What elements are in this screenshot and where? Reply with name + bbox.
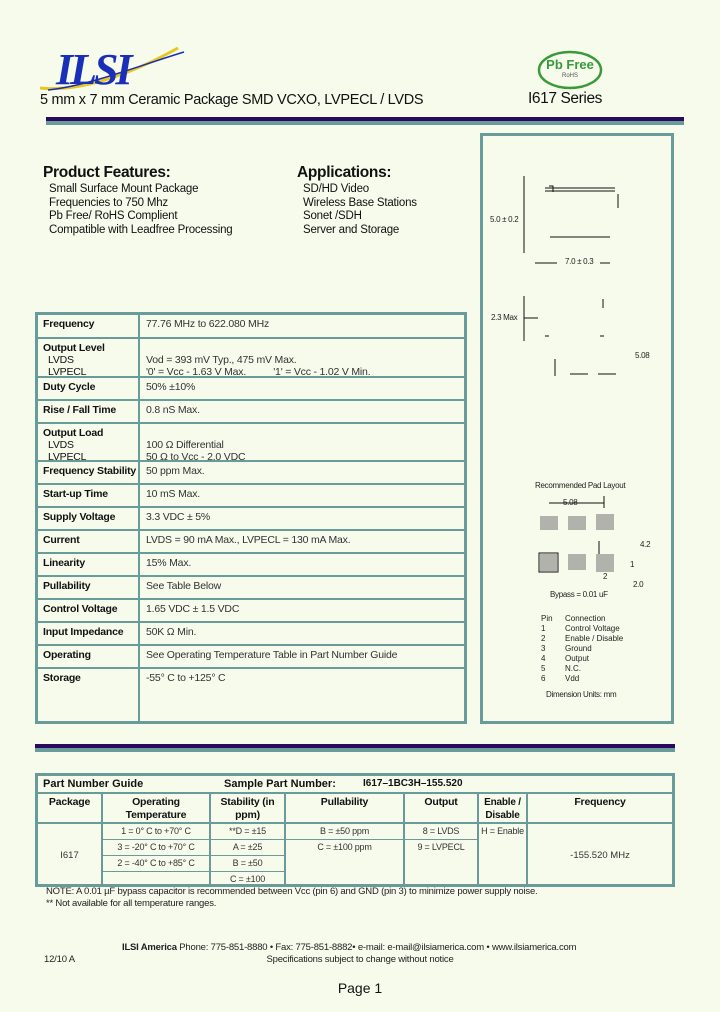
section-divider	[35, 744, 675, 752]
dimension-units: Dimension Units: mm	[546, 690, 617, 699]
spec-row-startup-time: Start-up Time 10 mS Max.	[38, 485, 464, 508]
feature-item: Pb Free/ RoHS Complient	[49, 210, 178, 222]
rohs-label: RoHS	[561, 73, 578, 79]
column-package: Package I617	[38, 794, 103, 884]
pad-layout-title: Recommended Pad Layout	[535, 481, 626, 490]
pin-row: 2 Enable / Disable	[541, 634, 624, 643]
availability-note: ** Not available for all temperature ranges.	[46, 898, 217, 909]
pad-width-label: 2.0	[633, 580, 644, 589]
column-stability: Stability (in ppm) **D = ±15 A = ±25 B = ±50 C = ±100	[211, 794, 286, 884]
application-item: SD/HD Video	[303, 183, 369, 195]
product-subtitle: 5 mm x 7 mm Ceramic Package SMD VCXO, LVPECL / LVDS	[40, 92, 424, 108]
spec-row-current: Current LVDS = 90 mA Max., LVPECL = 130 mA Max.	[38, 531, 464, 554]
package-diagram-panel	[480, 133, 674, 724]
pad-number-right-label: 1	[630, 560, 635, 569]
svg-text:ILSI: ILSI	[56, 46, 130, 92]
dim-width-label: 7.0 ± 0.3	[565, 257, 594, 266]
spec-row-supply-voltage: Supply Voltage 3.3 VDC ± 5%	[38, 508, 464, 531]
product-features	[43, 164, 233, 237]
dim-height-label: 5.0 ± 0.2	[490, 215, 519, 224]
spec-row-pullability: Pullability See Table Below	[38, 577, 464, 600]
column-pullability: Pullability B = ±50 ppm C = ±100 ppm	[286, 794, 405, 884]
pin-connection-table: Pin Connection 1 Control Voltage 2 Enable / Disable 3 Ground 4 Output 5 N.C. 6 Vdd	[541, 614, 624, 683]
part-number-guide	[35, 773, 675, 887]
series-name: I617 Series	[528, 90, 603, 107]
spec-row-operating: Operating See Operating Temperature Table in Part Number Guide	[38, 646, 464, 669]
column-operating-temp: Operating Temperature 1 = 0° C to +70° C 3 = -20° C to +70° C 2 = -40° C to +85° C	[103, 794, 211, 884]
pin-row: 6 Vdd	[541, 674, 580, 683]
spec-row-control-voltage: Control Voltage 1.65 VDC ± 1.5 VDC	[38, 600, 464, 623]
spec-row-rise-fall: Rise / Fall Time 0.8 nS Max.	[38, 401, 464, 424]
application-item: Wireless Base Stations	[303, 196, 417, 209]
feature-item: Small Surface Mount Package	[49, 183, 199, 195]
spec-row-input-impedance: Input Impedance 50K Ω Min.	[38, 623, 464, 646]
spec-row-frequency-stability: Frequency Stability 50 ppm Max.	[38, 462, 464, 485]
application-item: Sonet /SDH	[303, 210, 362, 222]
sample-part-value: I617–1BC3H–155.520	[363, 778, 463, 789]
column-enable-disable: Enable / Disable H = Enable	[479, 794, 528, 884]
pin-row: 3 Ground	[541, 644, 592, 653]
dim-pitch-label: 5.08	[635, 351, 650, 360]
feature-item: Frequencies to 750 Mhz	[49, 196, 168, 209]
footer-contact-info: Phone: 775-851-8880 • Fax: 775-851-8882• e-mail: e-mail@ilsiamerica.com • www.ilsiamerica.com	[179, 942, 577, 953]
pb-free-badge	[537, 50, 603, 90]
specifications-table	[35, 312, 467, 724]
spec-row-linearity: Linearity 15% Max.	[38, 554, 464, 577]
revision-code: 12/10 A	[44, 954, 75, 965]
column-output: Output 8 = LVDS 9 = LVPECL	[405, 794, 479, 884]
footer-company: ILSI America	[122, 942, 177, 953]
pb-free-label: Pb Free	[546, 57, 594, 72]
bypass-note: NOTE: A 0.01 µF bypass capacitor is recommended between Vcc (pin 6) and GND (pin 3) to minimize power supply noise.	[46, 886, 538, 897]
part-guide-title: Part Number Guide	[43, 778, 144, 790]
feature-item: Compatible with Leadfree Processing	[49, 223, 233, 236]
spec-row-output-load: Output Load LVDS LVPECL 100 Ω Differential 50 Ω to Vcc - 2.0 VDC	[38, 424, 464, 462]
bypass-label: Bypass = 0.01 uF	[550, 590, 608, 599]
pad-height-label: 4.2	[640, 540, 651, 549]
column-frequency: Frequency -155.520 MHz	[528, 794, 672, 884]
application-item: Server and Storage	[303, 223, 400, 236]
pad-pitch-label: 5.08	[563, 498, 578, 507]
spec-row-storage: Storage -55° C to +125° C	[43, 672, 226, 684]
spec-row-frequency: Frequency 77.76 MHz to 622.080 MHz	[38, 315, 464, 339]
pin-row: 5 N.C.	[541, 664, 581, 673]
header-divider	[46, 117, 684, 125]
ilsi-logo	[38, 46, 188, 92]
disclaimer: Specifications subject to change without notice	[266, 954, 454, 965]
footer-contact	[122, 942, 576, 953]
spec-row-duty-cycle: Duty Cycle 50% ±10%	[38, 378, 464, 401]
features-title: Product Features:	[43, 164, 171, 181]
pad-number-label: 2	[603, 572, 608, 581]
page-number: Page 1	[337, 980, 383, 996]
pin-row: 4 Output	[541, 654, 590, 663]
dim-max-height-label: 2.3 Max	[491, 313, 518, 322]
pin-row: 1 Control Voltage	[541, 624, 620, 633]
spec-row-output-level: Output Level LVDS LVPECL Vod = 393 mV Typ., 475 mV Max. '0' = Vcc - 1.63 V Max. '1' = Vcc - 1.02 V Min.	[38, 339, 464, 378]
applications	[297, 164, 417, 237]
sample-part-label: Sample Part Number:	[224, 778, 336, 790]
applications-title: Applications:	[297, 164, 392, 181]
